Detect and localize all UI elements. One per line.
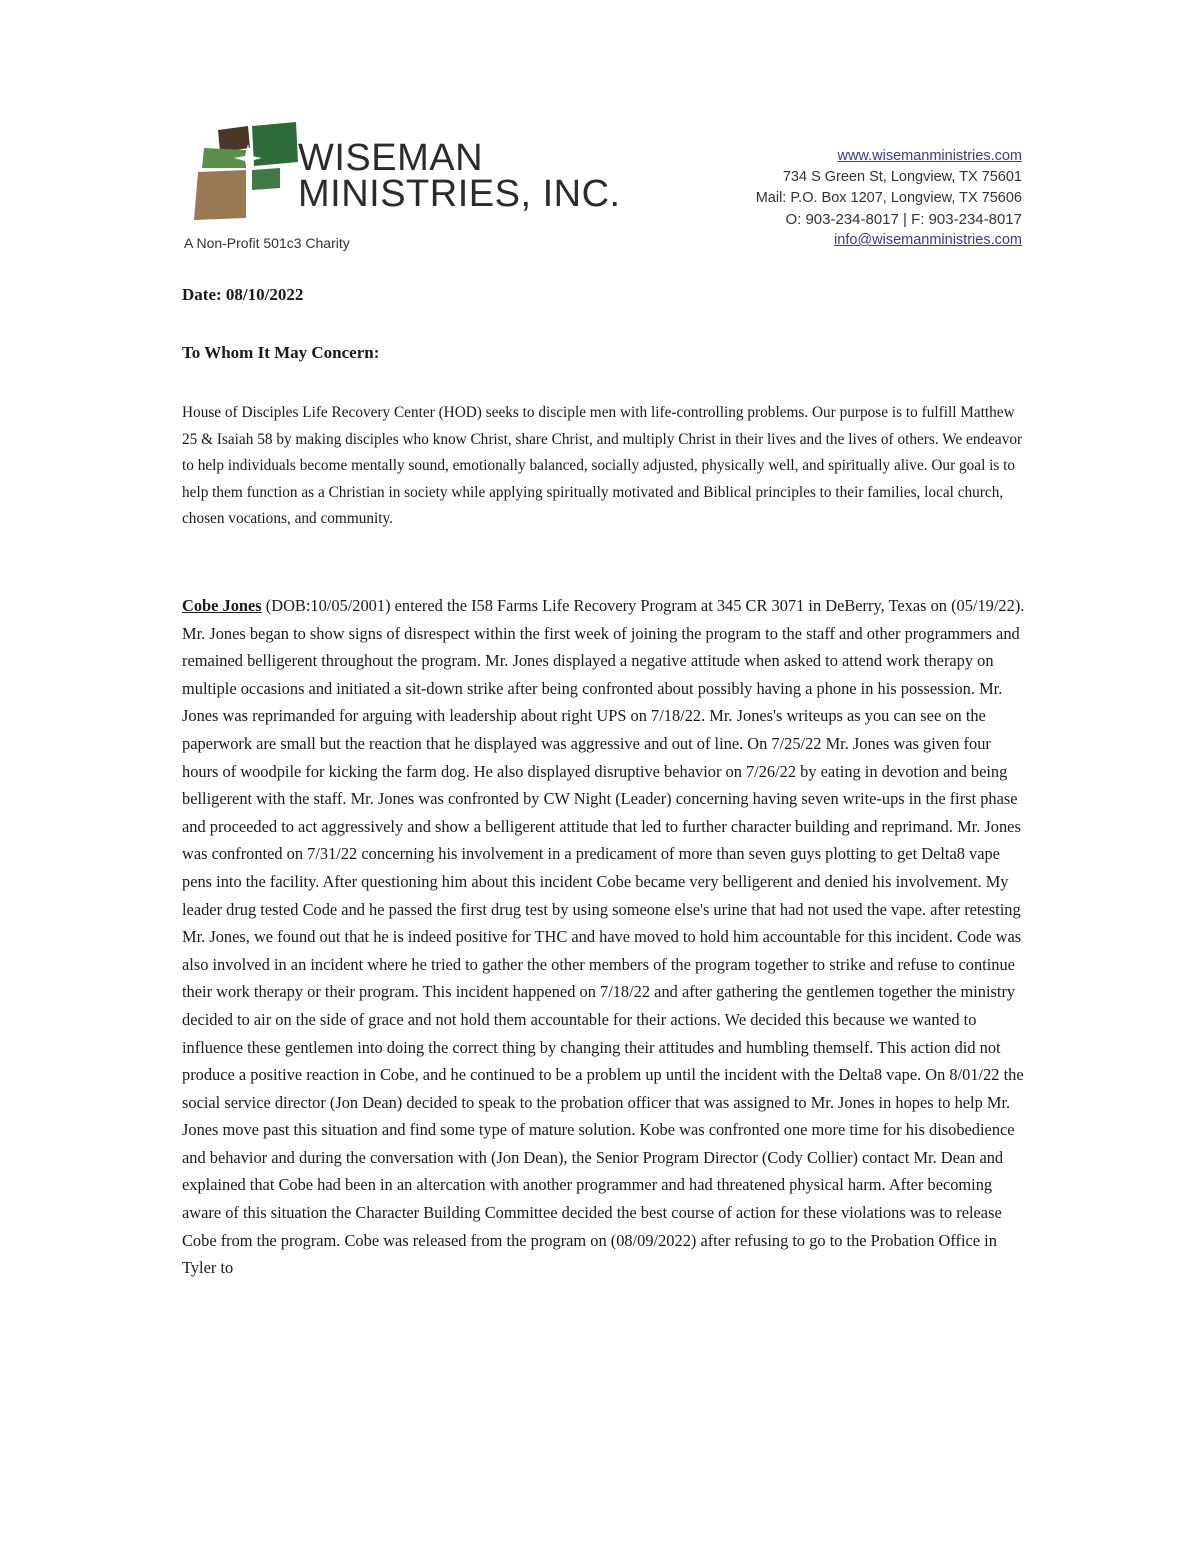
website-link[interactable]: www.wisemanministries.com (837, 148, 1022, 164)
letterhead (0, 0, 1200, 280)
street-address: 734 S Green St, Longview, TX 75601 (782, 169, 1022, 185)
wiseman-logo-icon (190, 122, 300, 222)
incident-text: (DOB:10/05/2001) entered the I58 Farms Life Recovery Program at 345 CR 3071 in DeBerry, Texas on (05/19/22). Mr. Jones began to show signs of disrespect within the first week of joining the program to the staff and other programmers and remained belligerent throughout the program. Mr. Jones displayed a negative attitude when asked to attend work therapy on multiple occasions and initiated a sit-down strike after being confronted about possibly having a phone in his possession. Mr. Jones was reprimanded for arguing with leadership about right UPS on 7/18/22. Mr. Jones's writeups as you can see on the paperwork are small but the reaction that he displayed was aggressive and out of line. On 7/25/22 Mr. Jones was given four hours of woodpile for kicking the farm dog. He also displayed disruptive behavior on 7/26/22 by eating in devotion and being belligerent with the staff. Mr. Jones was confronted by CW Night (Leader) concerning having seven write-ups in the first phase and proceeded to act aggressively and show a belligerent attitude that led to further character building and reprimand. Mr. Jones was confronted on 7/31/22 concerning his involvement in a predicament of more than seven guys plotting to get Delta8 vape pens into the facility. After questioning him about this incident Cobe became very belligerent and denied his involvement. My leader drug tested Code and he passed the first drug test by using someone else's urine that had not used the vape. after retesting Mr. Jones, we found out that he is indeed positive for THC and have moved to hold him accountable for this incident. Code was also involved in an incident where he tried to gather the other members of the program together to strike and refuse to continue their work therapy or their program. This incident happened on 7/18/22 and after gathering the gentlemen together the ministry decided to air on the side of grace and not hold them accountable for their actions. We decided this because we wanted to influence these gentlemen into doing the correct thing by changing their attitudes and humbling themself. This action did not produce a positive reaction in Cobe, and he continued to be a problem up until the incident with the Delta8 vape. On 8/01/22 the social service director (Jon Dean) decided to speak to the probation officer that was assigned to Mr. Jones in hopes to help Mr. Jones move past this situation and find some type of mature solution. Kobe was confronted one more time for his disobedience and behavior and during the conversation with (Jon Dean), the Senior Program Director (Cody Collier) contact Mr. Dean and explained that Cobe had been in an altercation with another programmer and had threatened physical harm. After becoming aware of this situation the Character Building Committee decided the best course of action for these violations was to release Cobe from the program. Cobe was released from the program on (08/09/2022) after refusing to go to the Probation Office in Tyler to (182, 596, 1025, 1278)
contact-block (756, 146, 1022, 251)
incident-paragraph (182, 592, 1027, 1282)
org-name-line1: WISEMAN (298, 137, 484, 179)
org-name (298, 137, 621, 215)
salutation: To Whom It May Concern: (182, 343, 380, 362)
mission-paragraph: House of Disciples Life Recovery Center (HOD) seeks to disciple men with life-controlling problems. Our purpose is to fulfill Matthew 25 & Isaiah 58 by making disciples who know Christ, share Christ, and multiply Christ in their lives and the lives of others. We endeavor to help individuals become mentally sound, emotionally balanced, socially adjusted, physically well, and spiritually alive. Our goal is to help them function as a Christian in society while applying spiritually motivated and Biblical principles to their families, local church, chosen vocations, and community. (182, 404, 1023, 527)
mailing-address: Mail: P.O. Box 1207, Longview, TX 75606 (755, 190, 1022, 206)
tagline: A Non-Profit 501c3 Charity (184, 235, 350, 251)
email-link[interactable]: info@wisemanministries.com (834, 232, 1022, 248)
phone-numbers: O: 903-234-8017 | F: 903-234-8017 (785, 211, 1022, 228)
subject-name: Cobe Jones (182, 596, 262, 615)
letter-date: Date: 08/10/2022 (182, 285, 304, 304)
org-name-line2: MINISTRIES, INC. (298, 173, 621, 215)
